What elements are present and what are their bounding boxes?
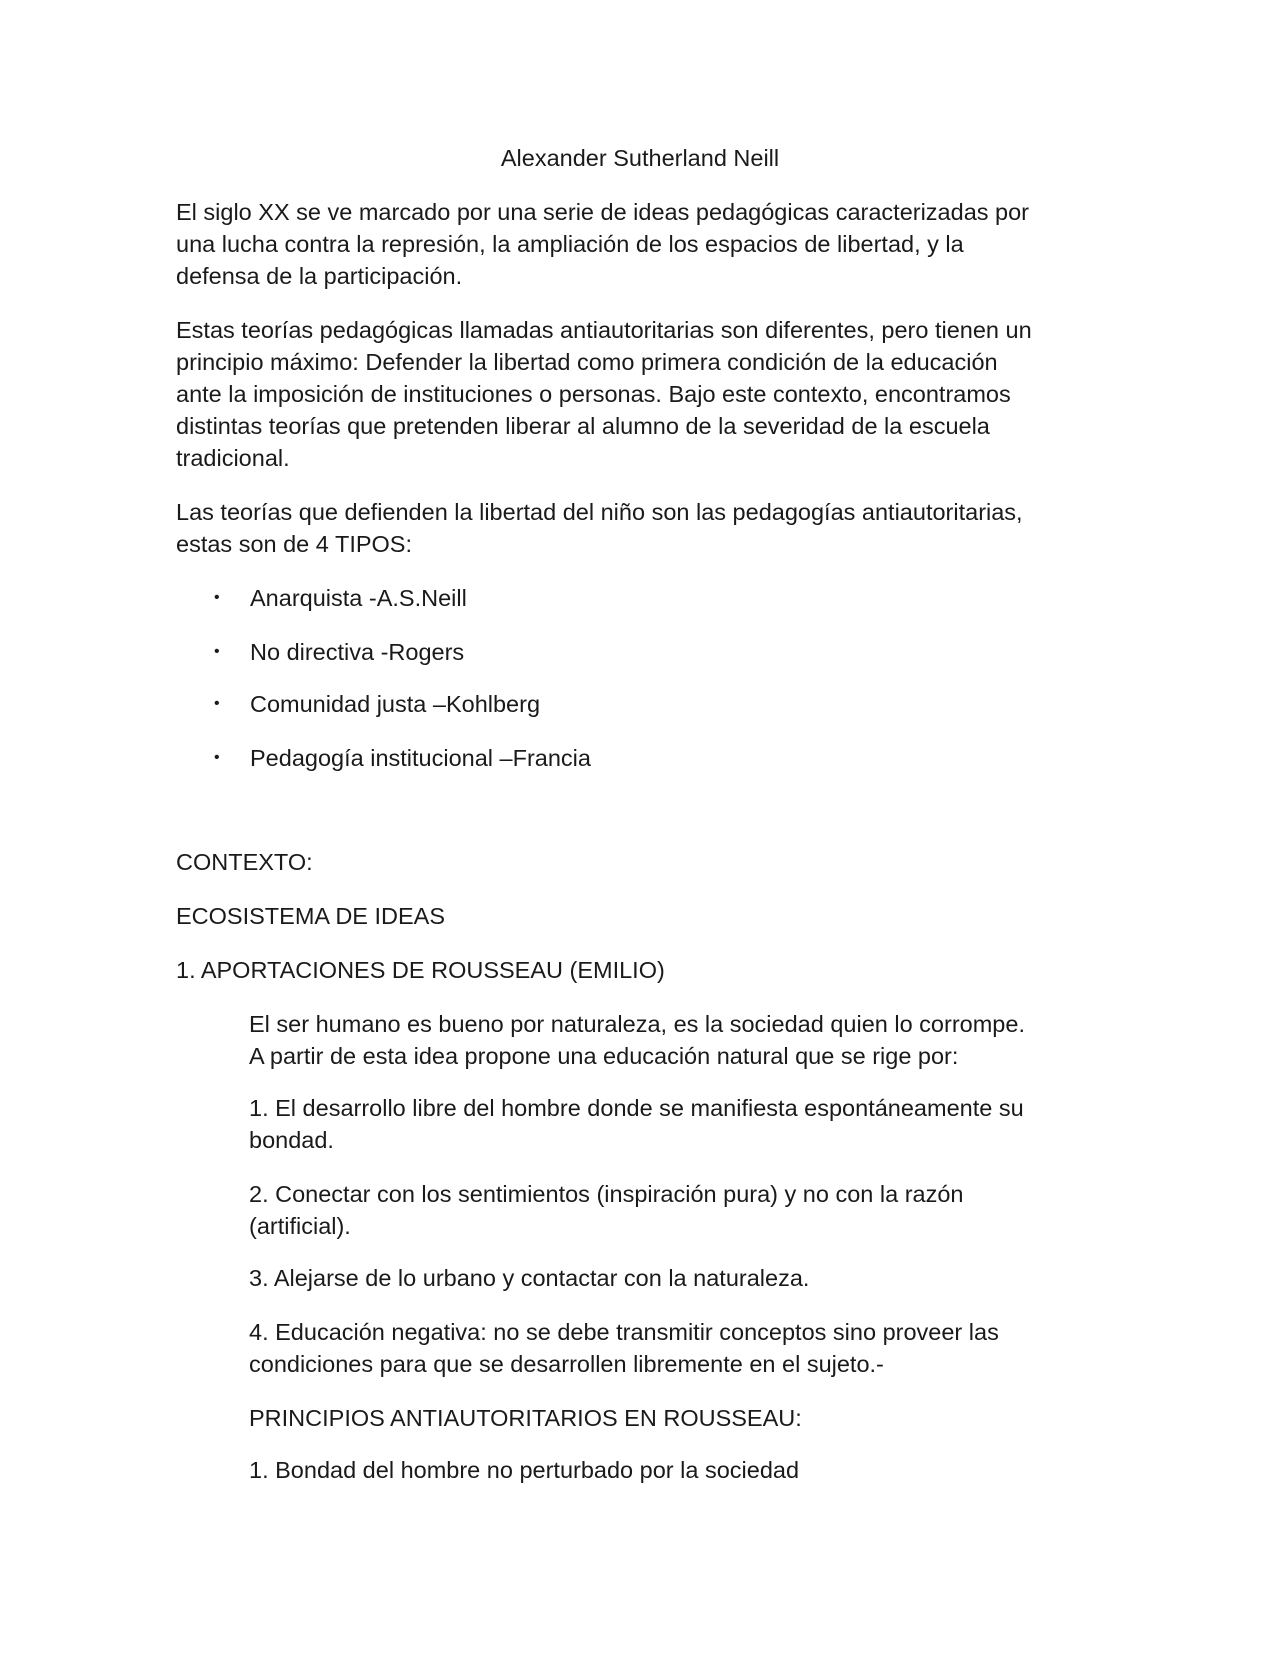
second-paragraph-line-1: Estas teorías pedagógicas llamadas antiautoritarias son diferentes, pero tienen un [176,317,1032,343]
intro-line-1: El siglo XX se ve marcado por una serie de ideas pedagógicas caracterizadas por [176,199,1030,225]
bullet-icon: • [214,589,220,606]
bullet-icon: • [214,695,220,712]
rousseau-heading: 1. APORTACIONES DE ROUSSEAU (EMILIO) [176,957,665,983]
second-paragraph-line-2: principio máximo: Defender la libertad como primera condición de la educación [176,349,998,375]
rousseau-intro-line-1: El ser humano es bueno por naturaleza, es la sociedad quien lo corrompe. [249,1011,1025,1037]
second-paragraph-line-4: distintas teorías que pretenden liberar al alumno de la severidad de la escuela [176,413,990,439]
rousseau-point-3: 3. Alejarse de lo urbano y contactar con la naturaleza. [249,1265,810,1291]
third-paragraph-line-2: estas son de 4 TIPOS: [176,531,412,557]
third-paragraph-line-1: Las teorías que defienden la libertad del niño son las pedagogías antiautoritarias, [176,499,1023,525]
second-paragraph-line-5: tradicional. [176,445,290,471]
context-heading: CONTEXTO: [176,849,313,875]
rousseau-point-1-line-1: 1. El desarrollo libre del hombre donde se manifiesta espontáneamente su [249,1095,1024,1121]
document-title: Alexander Sutherland Neill [500,145,780,171]
intro-line-3: defensa de la participación. [176,263,463,289]
rousseau-point-2-line-2: (artificial). [249,1213,351,1239]
bullet-icon: • [214,749,220,766]
rousseau-point-4-line-2: condiciones para que se desarrollen libremente en el sujeto.- [249,1351,884,1377]
second-paragraph-line-3: ante la imposición de instituciones o personas. Bajo este contexto, encontramos [176,381,1011,407]
list-item: Anarquista -A.S.Neill [250,585,467,611]
rousseau-intro-line-2: A partir de esta idea propone una educación natural que se rige por: [249,1043,959,1069]
bullet-icon: • [214,643,220,660]
principle-item-1: 1. Bondad del hombre no perturbado por la sociedad [249,1457,800,1483]
rousseau-point-1-line-2: bondad. [249,1127,334,1153]
rousseau-point-4-line-1: 4. Educación negativa: no se debe transmitir conceptos sino proveer las [249,1319,999,1345]
ecosystem-heading: ECOSISTEMA DE IDEAS [176,903,446,929]
list-item: Comunidad justa –Kohlberg [250,691,541,717]
list-item: No directiva -Rogers [250,639,465,665]
principles-heading: PRINCIPIOS ANTIAUTORITARIOS EN ROUSSEAU: [249,1405,802,1431]
list-item: Pedagogía institucional –Francia [250,745,591,771]
rousseau-point-2-line-1: 2. Conectar con los sentimientos (inspiración pura) y no con la razón [249,1181,964,1207]
intro-line-2: una lucha contra la represión, la ampliación de los espacios de libertad, y la [176,231,964,257]
